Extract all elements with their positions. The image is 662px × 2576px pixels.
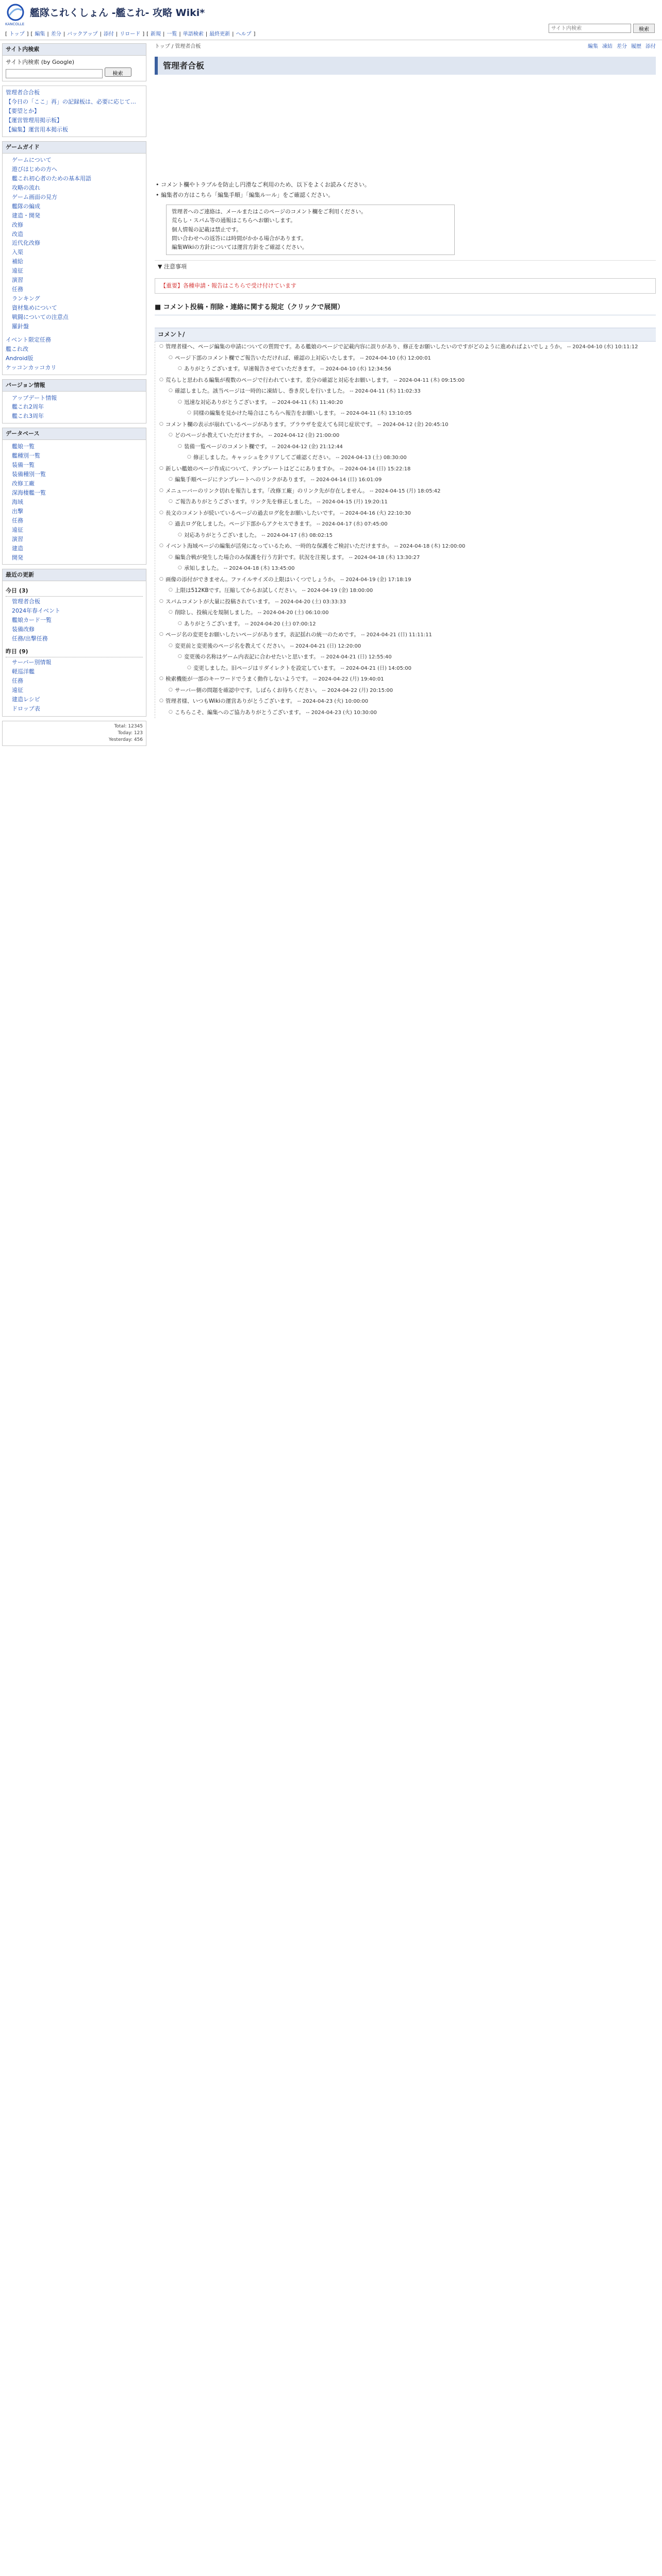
topnav-separator: | xyxy=(163,31,165,37)
sidebar-database-item[interactable]: 艦娘一覧 xyxy=(12,443,35,450)
sidebar-recent-item[interactable]: 遠征 xyxy=(12,686,23,693)
comment-timestamp: -- 2024-04-15 (月) 18:05:42 xyxy=(369,488,441,494)
comment-row xyxy=(159,674,656,685)
sidebar-notice-link[interactable]: 【今日の「ここ」再」の記録板は、必要に応じて… xyxy=(6,98,136,106)
topnav-separator: | xyxy=(100,31,102,37)
sidebar xyxy=(2,43,146,750)
comment-row xyxy=(178,563,656,574)
sidebar-database-item[interactable]: 深海棲艦一覧 xyxy=(12,489,46,496)
comment-text: 修正しました。キャッシュをクリアしてご確認ください。 xyxy=(193,454,334,461)
comment-text: 変更後の名称はゲーム内表記に合わせたいと思います。 xyxy=(184,654,319,660)
topnav-link[interactable]: 編集 xyxy=(35,31,45,37)
comment-text: 画像の添付ができません。ファイルサイズの上限はいくつでしょうか。 xyxy=(166,576,339,583)
comment-timestamp: -- 2024-04-21 (日) 11:11:11 xyxy=(361,632,432,638)
topnav-separator: | xyxy=(232,31,234,37)
sidebar-database-item[interactable]: 出撃 xyxy=(12,507,23,515)
comment-row xyxy=(159,696,656,707)
comment-timestamp: -- 2024-04-12 (金) 20:45:10 xyxy=(377,421,449,428)
comment-row xyxy=(159,375,656,386)
comment-text: ご報告ありがとうございます。リンク先を修正しました。 xyxy=(175,499,315,505)
comment-timestamp: -- 2024-04-20 (土) 07:00:12 xyxy=(245,621,316,627)
sidebar-guide-item[interactable]: 演習 xyxy=(12,277,23,284)
sidebar-database-item[interactable]: 改修工廠 xyxy=(12,480,35,487)
comment-text: 編集手順ページにテンプレートへのリンクがあります。 xyxy=(175,477,309,483)
sidebar-recent-item[interactable]: 装備改修 xyxy=(12,626,35,633)
search-button[interactable]: 検索 xyxy=(633,24,655,33)
comment-text: 確認しました。該当ページは一時的に凍結し、巻き戻しを行いました。 xyxy=(175,388,348,395)
comment-text: 新しい艦娘のページ作成について、テンプレートはどこにありますか。 xyxy=(166,465,338,472)
sidebar-notice-link[interactable]: 【運営管理用掲示板】 xyxy=(6,117,62,124)
comment-text: 削除し、投稿元を規制しました。 xyxy=(175,609,256,616)
page-tool-link[interactable]: 添付 xyxy=(646,44,656,49)
sidebar-search-button[interactable]: 検索 xyxy=(105,67,131,77)
note-item: • コメント欄やトラブルを防止し円滑なご利用のため、以下をよくお読みください。 xyxy=(155,180,656,190)
page-tool-link[interactable]: 編集 xyxy=(588,44,598,49)
sidebar-version-item[interactable]: アップデート情報 xyxy=(12,394,57,401)
comment-text: 編集合戦が発生した場合のみ保護を行う方針です。状況を注視します。 xyxy=(175,554,347,561)
topnav-link[interactable]: バックアップ xyxy=(67,31,98,37)
sidebar-notice-link[interactable]: 【編集】運営用本掲示板 xyxy=(6,126,68,133)
sidebar-recent-item[interactable]: 2024年春イベント xyxy=(12,607,60,615)
sidebar-version-item[interactable]: 艦これ3周年 xyxy=(12,413,44,420)
comment-text: 同様の編集を見かけた場合はこちらへ報告をお願いします。 xyxy=(193,410,339,417)
note-box-item: 個人情報の記載は禁止です。 xyxy=(172,226,242,233)
comment-timestamp: -- 2024-04-18 (木) 13:45:00 xyxy=(223,566,295,572)
counter-total: Total: 12345 xyxy=(114,723,143,729)
sidebar-notice-link[interactable]: 管理者合合板 xyxy=(6,89,40,96)
comment-row xyxy=(169,552,656,564)
note-item: • 編集者の方はこちら「編集手順」「編集ルール」をご確認ください。 xyxy=(155,190,656,200)
topnav-separator: | xyxy=(179,31,181,37)
comment-text: 上限は512KBです。圧縮してからお試しください。 xyxy=(175,587,301,594)
sidebar-guide-item[interactable]: ゲーム画面の見方 xyxy=(12,193,57,200)
comment-timestamp: -- 2024-04-12 (金) 21:12:44 xyxy=(272,444,343,450)
sidebar-recent-item[interactable]: 艦娘カード一覧 xyxy=(12,617,52,624)
notice-text[interactable]: 【重要】各種申請・報告はこちらで受け付けています xyxy=(160,282,296,290)
search-input[interactable] xyxy=(549,24,631,33)
comment-row xyxy=(159,486,656,497)
comment-text: メニューバーのリンク切れを報告します。「改修工廠」のリンク先が存在しません。 xyxy=(166,487,368,494)
rules-heading[interactable]: ■ コメント投稿・削除・連絡に関する規定（クリックで展開） xyxy=(155,301,656,315)
comment-text: イベント海域ページの編集が活発になっているため、一時的な保護をご検討いただけますか。 xyxy=(166,543,393,550)
comment-timestamp: -- 2024-04-19 (金) 17:18:19 xyxy=(340,577,411,583)
notes-list xyxy=(155,180,656,200)
comment-text: 迅速な対応ありがとうございます。 xyxy=(184,399,271,405)
comment-timestamp: -- 2024-04-13 (土) 08:30:00 xyxy=(336,455,407,461)
comment-timestamp: -- 2024-04-10 (水) 12:00:01 xyxy=(360,355,431,361)
topnav-separator: [ xyxy=(30,31,33,37)
sidebar-version-title: バージョン情報 xyxy=(3,380,146,392)
topnav-separator: ] xyxy=(253,31,256,37)
fold-label: 注意事項 xyxy=(163,263,187,270)
topnav-separator: [ xyxy=(5,31,7,37)
comment-timestamp: -- 2024-04-18 (木) 13:30:27 xyxy=(349,554,420,561)
comment-row xyxy=(178,364,656,375)
comment-timestamp: -- 2024-04-23 (火) 10:30:00 xyxy=(306,709,377,716)
topnav-link[interactable]: 添付 xyxy=(103,31,114,37)
sidebar-database-item[interactable]: 演習 xyxy=(12,535,23,543)
sidebar-special-link[interactable]: Android版 xyxy=(6,354,34,362)
fold-icon: ▼ xyxy=(158,263,162,270)
sidebar-recent-item[interactable]: ドロップ表 xyxy=(12,705,40,712)
topnav-separator: | xyxy=(63,31,65,37)
comment-row xyxy=(159,508,656,519)
comment-timestamp: -- 2024-04-20 (土) 03:33:33 xyxy=(275,599,346,605)
comment-row xyxy=(178,397,656,409)
comment-timestamp: -- 2024-04-19 (金) 18:00:00 xyxy=(302,588,373,594)
comment-timestamp: -- 2024-04-17 (水) 08:02:15 xyxy=(261,532,333,538)
sidebar-guide-item[interactable]: 建造・開発 xyxy=(12,212,40,219)
sidebar-guide-box xyxy=(2,141,146,375)
recent-today-label: 今日 (3) xyxy=(6,586,143,597)
page-tool-link[interactable]: 凍結 xyxy=(602,44,613,49)
topnav-separator: | xyxy=(115,31,118,37)
sidebar-guide-item[interactable]: 近代化改修 xyxy=(12,240,40,247)
sidebar-special-link[interactable]: イベント限定任務 xyxy=(6,336,51,343)
sidebar-recent-item[interactable]: 任務/出撃任務 xyxy=(12,635,48,642)
sidebar-search-hint: サイト内検索 (by Google) xyxy=(6,58,75,65)
comment-timestamp: -- 2024-04-10 (水) 10:11:12 xyxy=(567,344,638,350)
fold-notes[interactable] xyxy=(155,260,656,273)
sidebar-database-item[interactable]: 開発 xyxy=(12,554,23,561)
comment-list xyxy=(155,342,656,718)
comment-text: ページ名の変更をお願いしたいページがあります。表記揺れの統一のためです。 xyxy=(166,632,359,638)
sidebar-guide-item[interactable]: ランキング xyxy=(12,295,40,302)
counter-yesterday: Yesterday: 456 xyxy=(108,737,143,742)
topnav-link[interactable]: 新規 xyxy=(151,31,161,37)
topnav-separator: ] xyxy=(142,31,145,37)
sidebar-guide-item[interactable]: 改造 xyxy=(12,230,23,238)
sidebar-guide-item[interactable]: 入渠 xyxy=(12,249,23,256)
comment-row xyxy=(187,452,656,464)
main-content xyxy=(155,43,656,718)
comment-timestamp: -- 2024-04-21 (日) 12:20:00 xyxy=(290,643,361,649)
topnav-link[interactable]: 差分 xyxy=(51,31,61,37)
comment-row xyxy=(169,386,656,397)
comment-row xyxy=(159,630,656,641)
comment-row xyxy=(159,541,656,552)
site-logo-icon[interactable] xyxy=(6,3,25,23)
page-tool-link[interactable]: 履歴 xyxy=(631,44,641,49)
comment-timestamp: -- 2024-04-11 (木) 09:15:00 xyxy=(393,377,465,383)
topnav-link[interactable]: ヘルプ xyxy=(236,31,252,37)
sidebar-database-title: データベース xyxy=(3,428,146,440)
comment-timestamp: -- 2024-04-23 (火) 10:00:00 xyxy=(297,699,369,705)
comment-timestamp: -- 2024-04-14 (日) 16:01:09 xyxy=(310,477,382,483)
sidebar-recent-box xyxy=(2,569,146,716)
sidebar-guide-item[interactable]: 遊びはじめの方へ xyxy=(12,165,57,173)
sidebar-guide-item[interactable]: 遠征 xyxy=(12,267,23,275)
ad-space xyxy=(155,77,656,180)
comment-row xyxy=(178,652,656,663)
sidebar-database-item[interactable]: 建造 xyxy=(12,545,23,552)
comment-text: コメント欄の表示が崩れているページがあります。ブラウザを変えても同じ症状です。 xyxy=(166,421,376,428)
comment-row xyxy=(169,685,656,697)
comment-text: 管理者様、いつもWikiの運営ありがとうございます。 xyxy=(166,698,296,705)
topnav-link[interactable]: リロード xyxy=(120,31,141,37)
page-tool-link[interactable]: 差分 xyxy=(617,44,627,49)
comment-row xyxy=(169,585,656,597)
comment-text: 対応ありがとうございました。 xyxy=(184,532,260,538)
comment-row xyxy=(169,430,656,442)
comment-row xyxy=(169,353,656,364)
comment-row xyxy=(169,519,656,530)
note-box-item: 問い合わせへの返答には時間がかかる場合があります。 xyxy=(172,235,307,242)
sidebar-recent-item[interactable]: 管理者合板 xyxy=(12,598,40,605)
comment-text: こちらこそ、編集へのご協力ありがとうございます。 xyxy=(175,709,304,716)
sidebar-database-box xyxy=(2,428,146,565)
sidebar-recent-item[interactable]: 建造レシピ xyxy=(12,696,40,703)
sidebar-search-box xyxy=(2,43,146,81)
comment-text: スパムコメントが大量に投稿されています。 xyxy=(166,598,274,605)
sidebar-recent-item[interactable]: 任務 xyxy=(12,677,23,684)
comment-timestamp: -- 2024-04-18 (木) 12:00:00 xyxy=(394,544,466,550)
comment-text: ありがとうございます。 xyxy=(184,620,243,627)
page-tools xyxy=(584,43,656,51)
sidebar-version-box xyxy=(2,379,146,424)
top-navigation xyxy=(0,27,662,40)
topnav-link[interactable]: トップ xyxy=(9,31,25,37)
note-box-item: 編集Wikiの方針については運営方針をご確認ください。 xyxy=(172,244,308,250)
sidebar-guide-item[interactable]: 艦隊の編成 xyxy=(12,202,40,210)
recent-yesterday-label: 昨日 (9) xyxy=(6,647,143,657)
sidebar-guide-item[interactable]: 羅針盤 xyxy=(12,323,29,330)
comment-row xyxy=(187,408,656,419)
sidebar-database-item[interactable]: 艦種別一覧 xyxy=(12,452,40,460)
note-box-item: 荒らし・スパム等の通報はこちらへお願いします。 xyxy=(172,217,296,224)
topnav-link[interactable]: 一覧 xyxy=(167,31,177,37)
comment-text: 管理者様へ、ページ編集の申請についての質問です。ある艦娘のページで記載内容に誤りがあり、修正をお願いしたいのですがどのように進めればよいでしょうか。 xyxy=(166,344,566,350)
sidebar-recent-item[interactable]: サーバー別情報 xyxy=(12,658,52,666)
sidebar-database-item[interactable]: 海域 xyxy=(12,498,23,505)
notes-box xyxy=(166,205,455,255)
comment-row xyxy=(159,342,656,353)
comment-heading: コメント/ xyxy=(155,328,656,342)
comment-text: 過去ログ化しました。ページ下部からアクセスできます。 xyxy=(175,521,315,528)
comment-timestamp: -- 2024-04-21 (日) 12:55:40 xyxy=(321,654,392,660)
sidebar-search-input[interactable] xyxy=(6,69,103,78)
comment-timestamp: -- 2024-04-20 (土) 06:10:00 xyxy=(257,610,329,616)
sidebar-guide-item[interactable]: 補給 xyxy=(12,258,23,265)
sidebar-database-item[interactable]: 装備種別一覧 xyxy=(12,471,46,478)
sidebar-version-item[interactable]: 艦これ2周年 xyxy=(12,403,44,411)
comment-text: ありがとうございます。早速報告させていただきます。 xyxy=(184,366,319,372)
comment-timestamp: -- 2024-04-17 (水) 07:45:00 xyxy=(316,521,388,528)
comment-row xyxy=(178,619,656,630)
comment-timestamp: -- 2024-04-10 (水) 12:34:56 xyxy=(320,366,391,372)
sidebar-database-item[interactable]: 遠征 xyxy=(12,526,23,533)
topnav-separator: ] xyxy=(26,31,29,37)
sidebar-guide-item[interactable]: 戦闘についての注意点 xyxy=(12,313,69,320)
comment-timestamp: -- 2024-04-21 (日) 14:05:00 xyxy=(340,665,411,671)
comment-timestamp: -- 2024-04-12 (金) 21:00:00 xyxy=(268,433,340,439)
sidebar-special-link[interactable]: ケッコンカッコカリ xyxy=(6,364,57,371)
comment-text: 変更しました。旧ページはリダイレクトを設定しています。 xyxy=(193,665,339,671)
comment-text: 荒らしと思われる編集が複数のページで行われています。差分の確認と対応をお願いします。 xyxy=(166,377,392,383)
comment-row xyxy=(159,464,656,475)
breadcrumb-text[interactable]: トップ / 管理者合板 xyxy=(155,44,201,49)
comment-timestamp: -- 2024-04-14 (日) 15:22:18 xyxy=(339,466,411,472)
comment-timestamp: -- 2024-04-16 (火) 22:10:30 xyxy=(340,510,411,516)
comment-text: 検索機能が一部のキーワードでうまく動作しないようです。 xyxy=(166,676,311,683)
comment-timestamp: -- 2024-04-15 (月) 19:20:11 xyxy=(317,499,388,505)
comment-text: サーバー側の問題を確認中です。しばらくお待ちください。 xyxy=(175,687,321,693)
comment-row xyxy=(159,574,656,586)
sidebar-database-item[interactable]: 装備一覧 xyxy=(12,462,35,469)
sidebar-guide-title: ゲームガイド xyxy=(3,142,146,154)
sidebar-guide-item[interactable]: 任務 xyxy=(12,286,23,293)
comment-row xyxy=(178,530,656,541)
note-box-item: 管理者へのご連絡は、メールまたはこのページのコメント欄をご利用ください。 xyxy=(172,209,367,215)
sidebar-database-item[interactable]: 任務 xyxy=(12,517,23,524)
topnav-link[interactable]: 単語検索 xyxy=(183,31,204,37)
notice-box xyxy=(155,278,656,294)
sidebar-guide-item[interactable]: ゲームについて xyxy=(12,157,52,163)
sidebar-special-link[interactable]: 艦これ改 xyxy=(6,345,28,352)
breadcrumb xyxy=(155,43,656,52)
sidebar-guide-item[interactable]: 資材集めについて xyxy=(12,304,57,311)
comment-row xyxy=(159,419,656,431)
comment-row xyxy=(169,474,656,486)
comment-row xyxy=(169,707,656,719)
comment-row xyxy=(169,641,656,652)
sidebar-guide-item[interactable]: 艦これ初心者のための基本用語 xyxy=(12,175,91,182)
topnav-separator: | xyxy=(47,31,49,37)
topnav-separator: | xyxy=(205,31,208,37)
sidebar-search-title: サイト内検索 xyxy=(3,44,146,56)
comment-text: 承知しました。 xyxy=(184,565,222,572)
comment-text: ページ下部のコメント欄でご報告いただければ、確認の上対応いたします。 xyxy=(175,354,358,361)
access-counter xyxy=(2,721,146,746)
comment-text: 装備一覧ページのコメント欄です。 xyxy=(184,443,270,450)
comment-row xyxy=(169,607,656,619)
sidebar-guide-item[interactable]: 攻略の流れ xyxy=(12,184,40,191)
site-logo-text: KANCOLLE xyxy=(5,22,25,26)
comment-row xyxy=(159,597,656,608)
sidebar-notice-box xyxy=(2,86,146,137)
page-title: 管理者合板 xyxy=(155,57,656,75)
sidebar-recent-item[interactable]: 軽巡洋艦 xyxy=(12,668,35,675)
top-navigation-items[interactable] xyxy=(5,31,257,37)
comment-timestamp: -- 2024-04-22 (月) 20:15:00 xyxy=(322,687,393,693)
comment-timestamp: -- 2024-04-11 (木) 11:02:33 xyxy=(350,388,421,395)
sidebar-recent-title: 最近の更新 xyxy=(3,569,146,581)
comment-text: どのページか教えていただけますか。 xyxy=(175,432,267,439)
comment-timestamp: -- 2024-04-11 (木) 13:10:05 xyxy=(341,411,412,417)
comment-text: 長文のコメントが続いているページの過去ログ化をお願いしたいです。 xyxy=(166,510,338,516)
sidebar-guide-item[interactable]: 改修 xyxy=(12,221,23,228)
comment-row xyxy=(169,497,656,508)
topnav-link[interactable]: 最終更新 xyxy=(209,31,230,37)
comment-text: 変更前と変更後のページ名を教えてください。 xyxy=(175,642,289,649)
sidebar-notice-link[interactable]: 【要望とか】 xyxy=(6,108,40,115)
comment-row xyxy=(187,663,656,674)
comment-row xyxy=(178,442,656,453)
site-title[interactable]: 艦隊これくしょん -艦これ- 攻略 Wiki* xyxy=(30,7,205,19)
comment-timestamp: -- 2024-04-22 (月) 19:40:01 xyxy=(313,676,384,683)
topnav-separator: [ xyxy=(146,31,149,37)
counter-today: Today: 123 xyxy=(118,730,143,736)
comment-timestamp: -- 2024-04-11 (木) 11:40:20 xyxy=(272,399,343,405)
